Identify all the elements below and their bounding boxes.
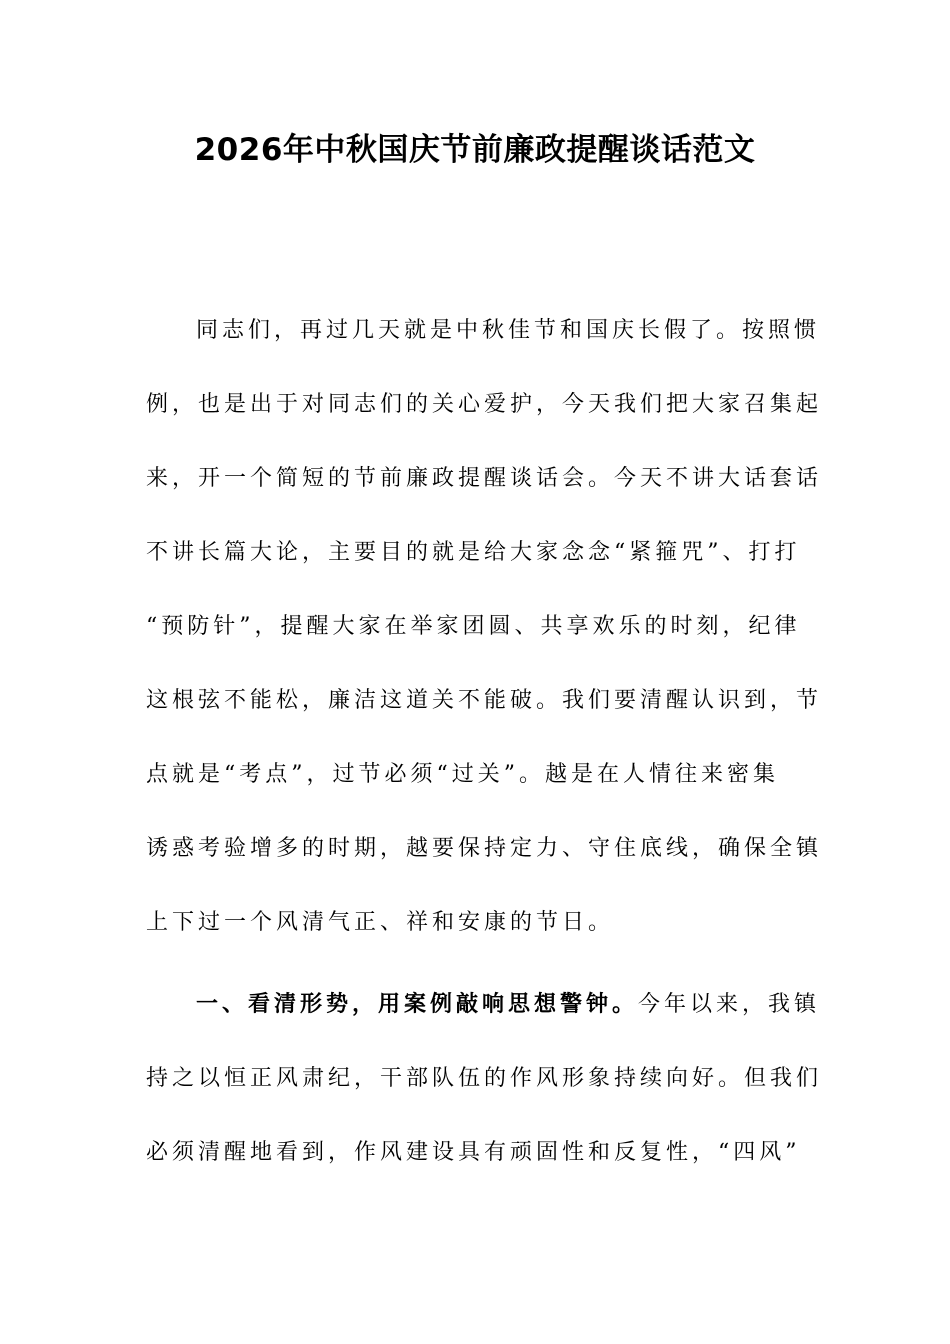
paragraph-line: 上下过一个风清气正、祥和安康的节日。 xyxy=(146,910,615,935)
paragraph-line: 持之以恒正风肃纪，干部队伍的作风形象持续向好。但我们 xyxy=(146,1066,823,1091)
paragraph-line: “预防针”，提醒大家在举家团圆、共享欢乐的时刻，纪律 xyxy=(146,614,801,639)
paragraph-line: 来，开一个简短的节前廉政提醒谈话会。今天不讲大话套话 xyxy=(146,466,823,491)
document-title: 2026年中秋国庆节前廉政提醒谈话范文 xyxy=(194,132,756,168)
paragraph-line: 这根弦不能松，廉洁这道关不能破。我们要清醒认识到，节 xyxy=(146,688,823,713)
paragraph-line: 不讲长篇大论，主要目的就是给大家念念“紧箍咒”、打打 xyxy=(146,540,801,565)
paragraph-line xyxy=(196,985,820,1025)
paragraph-line: 点就是“考点”，过节必须“过关”。越是在人情往来密集 xyxy=(146,762,779,787)
section-first-line-text: 今年以来，我镇 xyxy=(638,992,821,1017)
paragraph-line: 必须清醒地看到，作风建设具有顽固性和反复性，“四风” xyxy=(146,1140,801,1165)
section-heading: 一、看清形势，用案例敲响思想警钟。 xyxy=(196,992,639,1017)
paragraph-line: 诱惑考验增多的时期，越要保持定力、守住底线，确保全镇 xyxy=(146,836,823,861)
paragraph-line: 例，也是出于对同志们的关心爱护，今天我们把大家召集起 xyxy=(146,392,823,417)
paragraph-line: 同志们，再过几天就是中秋佳节和国庆长假了。按照惯 xyxy=(196,318,821,343)
